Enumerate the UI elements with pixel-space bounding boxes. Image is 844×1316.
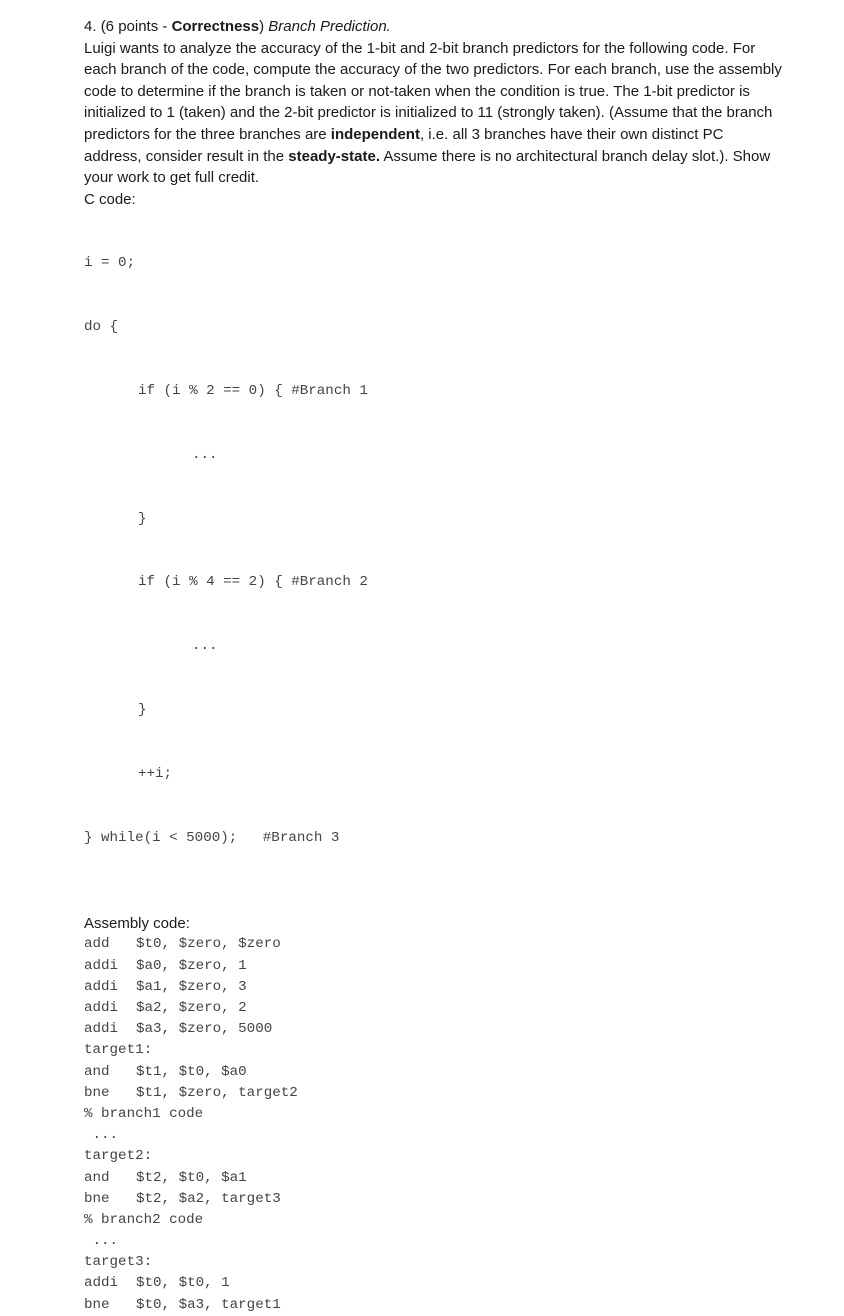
assembly-line bbox=[84, 1210, 784, 1231]
assembly-line bbox=[84, 1104, 784, 1125]
c-code-line: do { bbox=[84, 318, 119, 335]
assembly-line bbox=[84, 1168, 784, 1189]
assembly-operands: $t1, $zero, target2 bbox=[136, 1084, 298, 1101]
assembly-opcode: target2: bbox=[84, 1148, 153, 1165]
assembly-line bbox=[84, 956, 784, 977]
assembly-opcode: ... bbox=[84, 1127, 119, 1144]
c-code-line: ... bbox=[192, 446, 218, 463]
assembly-opcode: addi bbox=[84, 1000, 119, 1016]
assembly-operands: $t2, $t0, $a1 bbox=[136, 1169, 247, 1186]
assembly-opcode: addi bbox=[84, 1021, 119, 1038]
assembly-line bbox=[84, 1040, 784, 1061]
question-bold-independent: independent bbox=[330, 125, 420, 143]
assembly-opcode: and bbox=[84, 1169, 110, 1186]
assembly-line bbox=[84, 998, 784, 1019]
c-code-line: } bbox=[138, 510, 147, 527]
assembly-opcode: target1: bbox=[84, 1042, 153, 1059]
assembly-code-label: Assembly code: bbox=[84, 914, 190, 932]
points-close: ) bbox=[259, 18, 265, 35]
assembly-opcode: bne bbox=[84, 1084, 110, 1101]
question-body-3: Assume there is no architectural branch delay slot.). Show your work to get full credit. bbox=[84, 147, 771, 187]
assembly-code-block bbox=[84, 934, 784, 1315]
assembly-opcode: ... bbox=[84, 1233, 119, 1250]
c-code-line: } bbox=[138, 702, 147, 719]
c-code-line: } while(i < 5000); #Branch 3 bbox=[84, 829, 340, 846]
assembly-line bbox=[84, 1295, 784, 1316]
question-bold-steady-state: steady-state. bbox=[288, 147, 380, 165]
question-number: 4. bbox=[84, 18, 97, 35]
assembly-opcode: addi bbox=[84, 1275, 119, 1292]
assembly-opcode: add bbox=[84, 936, 110, 953]
assembly-operands: $a1, $zero, 3 bbox=[136, 978, 247, 995]
assembly-opcode: target3: bbox=[84, 1254, 153, 1271]
c-code-line: if (i % 4 == 2) { #Branch 2 bbox=[138, 574, 368, 591]
c-code-line: ... bbox=[192, 638, 218, 655]
c-code-line: ++i; bbox=[138, 766, 173, 783]
points-category: Correctness bbox=[171, 18, 260, 35]
assembly-operands: $a2, $zero, 2 bbox=[136, 1000, 247, 1016]
spacer bbox=[84, 892, 784, 913]
assembly-line bbox=[84, 1019, 784, 1040]
assembly-opcode: and bbox=[84, 1063, 110, 1080]
points-open: (6 points - bbox=[100, 18, 172, 35]
c-code-block bbox=[84, 210, 784, 892]
question-body-2: , i.e. all 3 branches have their own distinct PC address, consider result in the bbox=[84, 125, 724, 165]
question-topic: Branch Prediction. bbox=[268, 18, 391, 35]
c-code-label: C code: bbox=[84, 190, 136, 208]
assembly-line bbox=[84, 1062, 784, 1083]
assembly-opcode: addi bbox=[84, 957, 119, 974]
assembly-line bbox=[84, 977, 784, 998]
assembly-operands: $t1, $t0, $a0 bbox=[136, 1063, 247, 1080]
assembly-operands: $a0, $zero, 1 bbox=[136, 957, 247, 974]
assembly-opcode: % branch2 code bbox=[84, 1211, 204, 1228]
assembly-operands: $a3, $zero, 5000 bbox=[136, 1021, 273, 1038]
question-text bbox=[84, 16, 784, 189]
assembly-opcode: % branch1 code bbox=[84, 1105, 204, 1122]
assembly-operands: $t2, $a2, target3 bbox=[136, 1190, 281, 1207]
assembly-opcode: bne bbox=[84, 1190, 110, 1207]
document-page bbox=[84, 16, 784, 1316]
assembly-line bbox=[84, 1252, 784, 1273]
assembly-line bbox=[84, 1273, 784, 1294]
assembly-operands: $t0, $zero, $zero bbox=[136, 936, 281, 953]
assembly-line bbox=[84, 1083, 784, 1104]
assembly-operands: $t0, $t0, 1 bbox=[136, 1275, 230, 1292]
assembly-opcode: addi bbox=[84, 978, 119, 995]
assembly-line bbox=[84, 934, 784, 955]
assembly-line bbox=[84, 1146, 784, 1167]
assembly-line bbox=[84, 1125, 784, 1146]
assembly-line bbox=[84, 1231, 784, 1252]
c-code-line: if (i % 2 == 0) { #Branch 1 bbox=[138, 382, 368, 399]
assembly-opcode: bne bbox=[84, 1296, 110, 1313]
assembly-line bbox=[84, 1189, 784, 1210]
c-code-line: i = 0; bbox=[84, 254, 136, 271]
assembly-operands: $t0, $a3, target1 bbox=[136, 1296, 281, 1313]
question-body-1: Luigi wants to analyze the accuracy of the 1-bit and 2-bit branch predictors for the following code. For each branch of the code, compute the accuracy of the two predictors. For each branch, use the assembly code to determine if the branch is taken or not-taken when the condition is true. The 1-bit predictor is initialized to 1 (taken) and the 2-bit predictor is initialized to 11 (strongly taken). (Assume that the branch predictors for the three branches are bbox=[84, 39, 782, 143]
